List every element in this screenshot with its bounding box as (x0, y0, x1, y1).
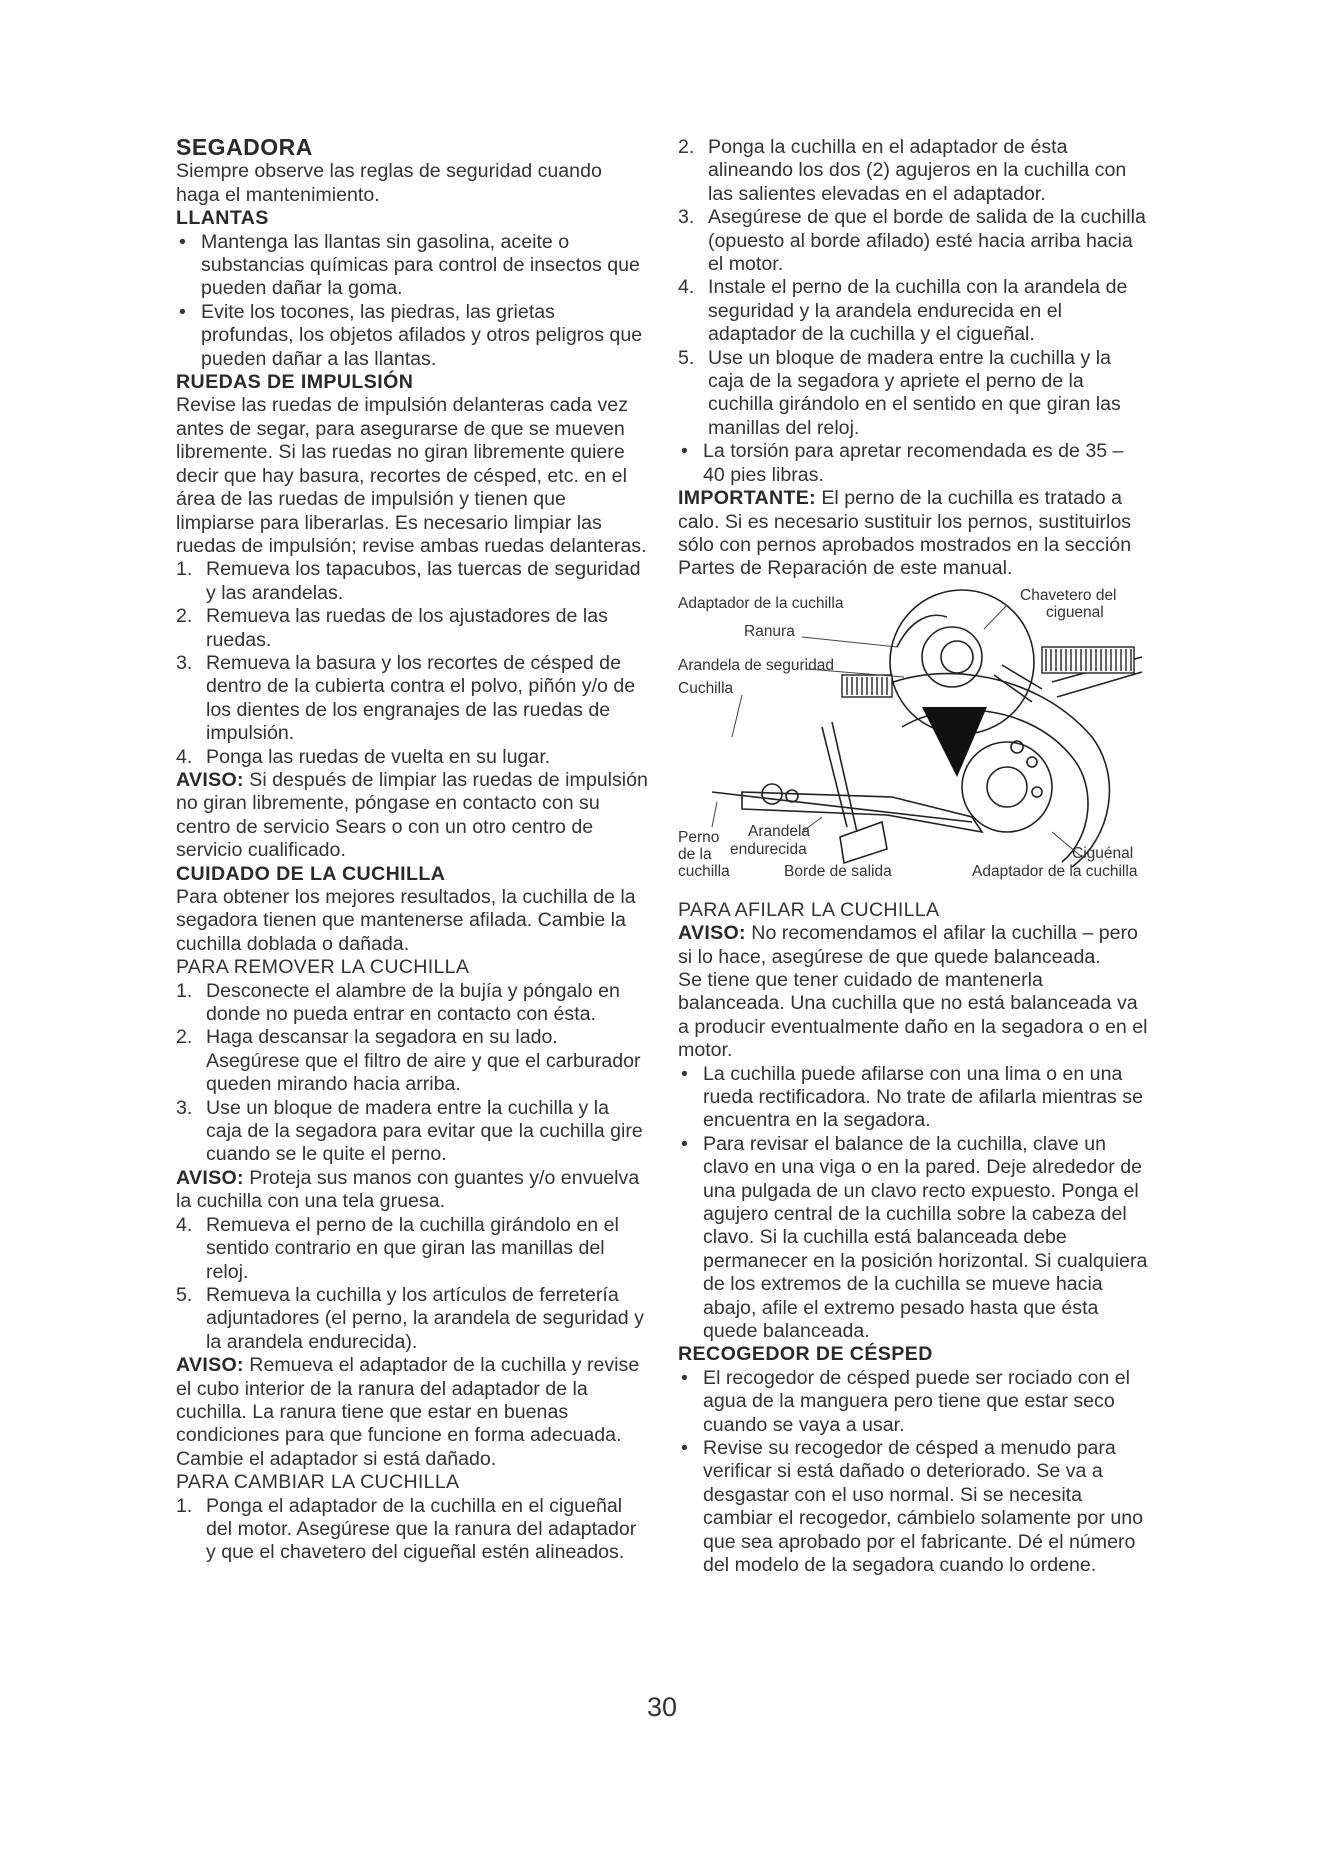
cambiar-steps-cont (678, 136, 1150, 440)
list-item: 4. Ponga las ruedas de vuelta en su lugar. (176, 745, 551, 768)
label-adaptador: Adaptador de la cuchilla (678, 594, 844, 612)
list-item: 1. Ponga el adaptador de la cuchilla en el cigueñal del motor. Asegúrese que la ranura del adaptador y que el chavetero del cigueñal estén alineados. (176, 1494, 637, 1564)
heading-remover: PARA REMOVER LA CUCHILLA (176, 956, 470, 979)
label-ciguenal: Ciguénal (1072, 844, 1134, 862)
heading-cambiar: PARA CAMBIAR LA CUCHILLA (176, 1471, 460, 1494)
list-item: • El recogedor de césped puede ser rociado con el agua de la manguera pero tiene que estar seco cuando se vaya a usar. (678, 1367, 1150, 1437)
list-item: • Para revisar el balance de la cuchilla, clave un clavo en una viga o en la pared. Deje alrededor de una pulgada de un clavo recto expuesto. Ponga el agujero central de la cuchilla sobre la cabeza del clavo. Si la cuchilla está balanceada debe permanecer en la posición horizontal. Si cualquiera de los extremos de la cuchilla se mueve hacia abajo, afile el extremo pesado hasta que ésta quede balanceada. (678, 1133, 1150, 1344)
cuidado-text: Para obtener los mejores resultados, la cuchilla de la segadora tienen que mantenerse afilada. Cambie la cuchilla doblada o dañada. (176, 886, 636, 955)
list-item: 4. Remueva el perno de la cuchilla girándolo en el sentido contrario en que giran las manillas del reloj. (176, 1213, 619, 1283)
importante-note: IMPORTANTE: El perno de la cuchilla es tratado a calo. Si es necesario sustituir los pernos, sustituirlos sólo con pernos aprobados mostrados en la sección Partes de Reparación de este manual. (678, 487, 1132, 580)
ruedas-aviso: AVISO: Si después de limpiar las ruedas de impulsión no giran libremente, póngase en contacto con su centro de servicio Sears o con un otro centro de servicio cualificado. (176, 768, 648, 862)
label-perno-1: Perno (678, 828, 720, 846)
remover-steps-b (176, 1214, 648, 1354)
label-chavetero-1: Chavetero del (1020, 586, 1117, 604)
list-item: 5. Remueva la cuchilla y los artículos de ferretería adjuntadores (el perno, la arandela de seguridad y la arandela endurecida). (176, 1283, 644, 1353)
label-perno-3: cuchilla (678, 862, 730, 880)
heading-recogedor: RECOGEDOR DE CÉSPED (678, 1343, 933, 1366)
heading-llantas: LLANTAS (176, 207, 269, 230)
list-item: 2. Remueva las ruedas de los ajustadores de las ruedas. (176, 605, 608, 651)
ruedas-text: Revise las ruedas de impulsión delanteras cada vez antes de segar, para asegurarse de que se mueven libremente. Si las ruedas no giran libremente quiere decir que hay basura, recortes de césped, etc. en el área de las ruedas de impulsión y tienen que limpiarse para liberarlas. Es necesario limpiar las ruedas de impulsión; revise ambas ruedas delanteras. (176, 394, 647, 557)
label-chavetero-2: ciguenal (1046, 603, 1104, 621)
heading-afilar: PARA AFILAR LA CUCHILLA (678, 898, 940, 921)
remover-aviso: AVISO: Proteja sus manos con guantes y/o envuelva la cuchilla con una tela gruesa. (176, 1166, 640, 1213)
list-item: 3. Use un bloque de madera entre la cuchilla y la caja de la segadora para evitar que la cuchilla gire cuando se le quite el perno. (176, 1096, 643, 1166)
afilar-aviso: AVISO: No recomendamos el afilar la cuchilla – pero si lo hace, asegúrese de que quede balanceada. (678, 922, 1138, 968)
list-item: 1. Remueva los tapacubos, las tuercas de seguridad y las arandelas. (176, 558, 641, 604)
torque-list (678, 440, 1150, 487)
label-adaptador-bottom: Adaptador de la cuchilla (972, 862, 1138, 880)
list-item: 3. Asegúrese de que el borde de salida de la cuchilla (opuesto al borde afilado) esté hacia arriba hacia el motor. (678, 206, 1146, 276)
list-item: 2. Ponga la cuchilla en el adaptador de ésta alineando los dos (2) agujeros en la cuchilla con las salientes elevadas en el adaptador. (678, 136, 1127, 205)
list-item: • La cuchilla puede afilarse con una lima o en una rueda rectificadora. No trate de afilarla mientras se encuentra en la segadora. (678, 1063, 1150, 1133)
right-column (678, 136, 1150, 1578)
section-title-segadora: SEGADORA (176, 134, 313, 160)
afilar-list (678, 1063, 1150, 1344)
list-item: 2. Haga descansar la segadora en su lado. Asegúrese que el filtro de aire y que el carburador queden mirando hacia arriba. (176, 1026, 641, 1096)
label-perno-2: de la (678, 845, 712, 863)
cambiar-steps (176, 1495, 648, 1565)
label-arandela-seguridad: Arandela de seguridad (678, 656, 834, 674)
page-number: 30 (646, 1692, 678, 1722)
label-cuchilla: Cuchilla (678, 679, 734, 697)
label-ranura: Ranura (744, 622, 795, 640)
heading-cuidado: CUIDADO DE LA CUCHILLA (176, 862, 446, 885)
list-item: 5. Use un bloque de madera entre la cuchilla y la caja de la segadora y apriete el perno de la cuchilla girándolo en el sentido en que giran las manillas del reloj. (678, 346, 1121, 439)
list-item: • Mantenga las llantas sin gasolina, aceite o substancias químicas para control de insectos que pueden dañar la goma. (176, 231, 648, 301)
list-item: 4. Instale el perno de la cuchilla con la arandela de seguridad y la arandela endurecida en el adaptador de la cuchilla y el cigueñal. (678, 276, 1128, 346)
list-item: • La torsión para apretar recomendada es de 35 – 40 pies libras. (678, 440, 1150, 487)
list-item: 1. Desconecte el alambre de la bujía y póngalo en donde no pueda entrar en contacto con ésta. (176, 979, 620, 1026)
list-item: 3. Remueva la basura y los recortes de césped de dentro de la cubierta contra el polvo, piñón y/o de los dientes de los engranajes de las ruedas de impulsión. (176, 651, 636, 745)
intro-text: Siempre observe las reglas de seguridad cuando haga el mantenimiento. (176, 160, 602, 206)
list-item: • Evite los tocones, las piedras, las grietas profundas, los objetos afilados y otros peligros que pueden dañar a las llantas. (176, 301, 648, 371)
heading-ruedas: RUEDAS DE IMPULSIÓN (176, 371, 414, 394)
label-borde: Borde de salida (784, 862, 892, 880)
afilar-text: Se tiene que tener cuidado de mantenerla balanceada. Una cuchilla que no está balanceada va a producir eventualmente daño en la segadora o en el motor. (678, 968, 1148, 1062)
left-column (176, 136, 648, 1565)
llantas-list (176, 231, 648, 371)
label-arandela-end-2: endurecida (730, 840, 807, 858)
blade-assembly-diagram (672, 587, 1152, 887)
list-item: • Revise su recogedor de césped a menudo para verificar si está dañado o deteriorado. Se va a desgastar con el uso normal. Si se necesita cambiar el recogedor, cámbielo solamente por uno que sea aprobado por el fabricante. Dé el número del modelo de la segadora cuando lo ordene. (678, 1437, 1150, 1577)
ruedas-steps (176, 558, 648, 769)
remover-aviso-2: AVISO: Remueva el adaptador de la cuchilla y revise el cubo interior de la ranura del adaptador de la cuchilla. La ranura tiene que estar en buenas condiciones para que funcione en forma adecuada. Cambie el adaptador si está dañado. (176, 1354, 640, 1470)
remover-steps-a (176, 980, 648, 1167)
label-arandela-end-1: Arandela (748, 822, 811, 840)
recogedor-list (678, 1367, 1150, 1578)
